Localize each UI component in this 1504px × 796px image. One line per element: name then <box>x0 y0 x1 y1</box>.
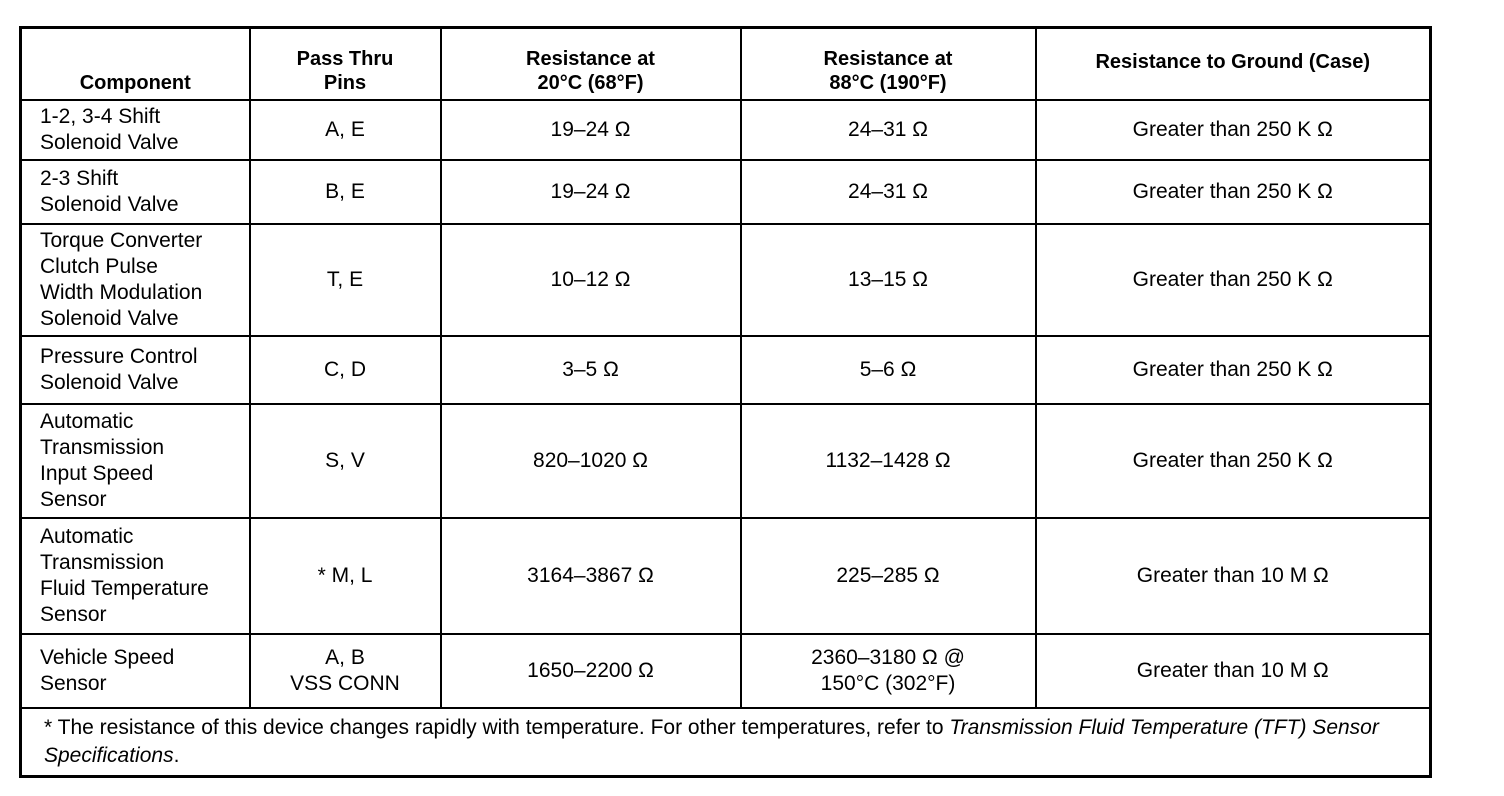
header-pins <box>250 28 441 101</box>
pins-line: S, V <box>325 449 365 472</box>
component-line: Sensor <box>40 603 107 626</box>
res20-cell <box>441 160 741 224</box>
table-row <box>21 518 1431 634</box>
table-row <box>21 224 1431 336</box>
res20-cell <box>441 336 741 404</box>
header-res20-line: 20°C (68°F) <box>537 72 644 94</box>
table-row <box>21 336 1431 404</box>
ground-cell: Greater than 10 M Ω <box>1036 518 1431 634</box>
component-line: Solenoid Valve <box>40 193 179 216</box>
pins-line: * M, L <box>317 564 373 587</box>
header-pins-line: Pins <box>323 72 367 94</box>
component-line: Automatic <box>40 525 134 548</box>
res88-line: 24–31 Ω <box>848 180 928 203</box>
component-cell <box>21 160 250 224</box>
component-line: Fluid Temperature <box>40 577 209 600</box>
ground-cell: Greater than 250 K Ω <box>1036 404 1431 518</box>
component-cell <box>21 404 250 518</box>
pins-line: VSS CONN <box>290 672 400 695</box>
res20-line: 1650–2200 Ω <box>527 659 654 682</box>
res20-cell <box>441 404 741 518</box>
component-line: Width Modulation <box>40 281 203 304</box>
pins-cell <box>250 634 441 708</box>
ground-cell: Greater than 250 K Ω <box>1036 336 1431 404</box>
res88-cell <box>741 518 1036 634</box>
res88-cell <box>741 100 1036 160</box>
res88-cell <box>741 224 1036 336</box>
ground-cell: Greater than 10 M Ω <box>1036 634 1431 708</box>
pins-cell <box>250 160 441 224</box>
res88-line: 150°C (302°F) <box>820 672 956 695</box>
res88-line: 24–31 Ω <box>848 118 928 141</box>
res88-line: 2360–3180 Ω @ <box>811 646 965 669</box>
component-line: Automatic <box>40 410 134 433</box>
res20-line: 19–24 Ω <box>550 118 631 141</box>
pins-cell <box>250 336 441 404</box>
component-line: Transmission <box>40 551 165 574</box>
pins-cell <box>250 100 441 160</box>
component-line: Vehicle Speed <box>40 646 175 669</box>
component-cell <box>21 518 250 634</box>
header-pins-line: Pass Thru <box>296 48 394 70</box>
header-resistance-ground: Resistance to Ground (Case) <box>1036 28 1431 101</box>
component-line: Solenoid Valve <box>40 131 179 154</box>
res88-line: 13–15 Ω <box>848 268 928 291</box>
table-row <box>21 160 1431 224</box>
res88-cell <box>741 160 1036 224</box>
component-line: Pressure Control <box>40 345 198 368</box>
table-row <box>21 634 1431 708</box>
pins-line: B, E <box>325 180 365 203</box>
spec-sheet <box>19 26 1429 778</box>
pins-line: T, E <box>326 268 364 291</box>
res88-line: 1132–1428 Ω <box>825 449 951 472</box>
component-cell <box>21 100 250 160</box>
res20-cell <box>441 634 741 708</box>
header-row <box>21 28 1431 101</box>
footnote-cell <box>21 708 1431 777</box>
res20-line: 19–24 Ω <box>550 180 631 203</box>
header-resistance-88c <box>741 28 1036 101</box>
footnote-text: * The resistance of this device changes rapidly with temperature. For other temperatures, refer to <box>44 716 950 739</box>
header-res88-line: 88°C (190°F) <box>829 72 947 94</box>
component-line: Input Speed <box>40 462 154 485</box>
component-line: Torque Converter <box>40 229 203 252</box>
footnote-row <box>21 708 1431 777</box>
pins-line: C, D <box>324 358 366 381</box>
component-line: Sensor <box>40 488 107 511</box>
header-component: Component <box>21 28 250 101</box>
component-line: Solenoid Valve <box>40 371 179 394</box>
ground-cell: Greater than 250 K Ω <box>1036 160 1431 224</box>
component-line: Transmission <box>40 436 165 459</box>
table-row <box>21 100 1431 160</box>
res20-line: 820–1020 Ω <box>533 449 648 472</box>
component-line: 1-2, 3-4 Shift <box>40 105 161 128</box>
component-line: Solenoid Valve <box>40 307 179 330</box>
resistance-spec-table <box>19 26 1432 778</box>
component-cell <box>21 634 250 708</box>
table-row <box>21 404 1431 518</box>
res20-cell <box>441 518 741 634</box>
component-line: Sensor <box>40 672 107 695</box>
component-line: 2-3 Shift <box>40 167 119 190</box>
res20-line: 3164–3867 Ω <box>527 564 654 587</box>
res88-cell <box>741 634 1036 708</box>
ground-cell: Greater than 250 K Ω <box>1036 100 1431 160</box>
res20-cell <box>441 224 741 336</box>
res88-cell <box>741 404 1036 518</box>
res88-line: 225–285 Ω <box>836 564 940 587</box>
component-line: Clutch Pulse <box>40 255 158 278</box>
res20-line: 3–5 Ω <box>562 358 619 381</box>
component-cell <box>21 224 250 336</box>
pins-line: A, E <box>325 118 365 141</box>
res20-line: 10–12 Ω <box>550 268 631 291</box>
header-res20-line: Resistance at <box>526 48 655 70</box>
res88-cell <box>741 336 1036 404</box>
footnote-reference: Transmission Fluid Temperature (TFT) Sensor Specifications <box>44 716 1379 767</box>
pins-cell <box>250 224 441 336</box>
pins-cell <box>250 404 441 518</box>
footnote-end: . <box>173 744 180 767</box>
component-cell <box>21 336 250 404</box>
res20-cell <box>441 100 741 160</box>
pins-cell <box>250 518 441 634</box>
pins-line: A, B <box>325 646 365 669</box>
header-res88-line: Resistance at <box>823 48 953 70</box>
ground-cell: Greater than 250 K Ω <box>1036 224 1431 336</box>
res88-line: 5–6 Ω <box>859 358 917 381</box>
header-resistance-20c <box>441 28 741 101</box>
